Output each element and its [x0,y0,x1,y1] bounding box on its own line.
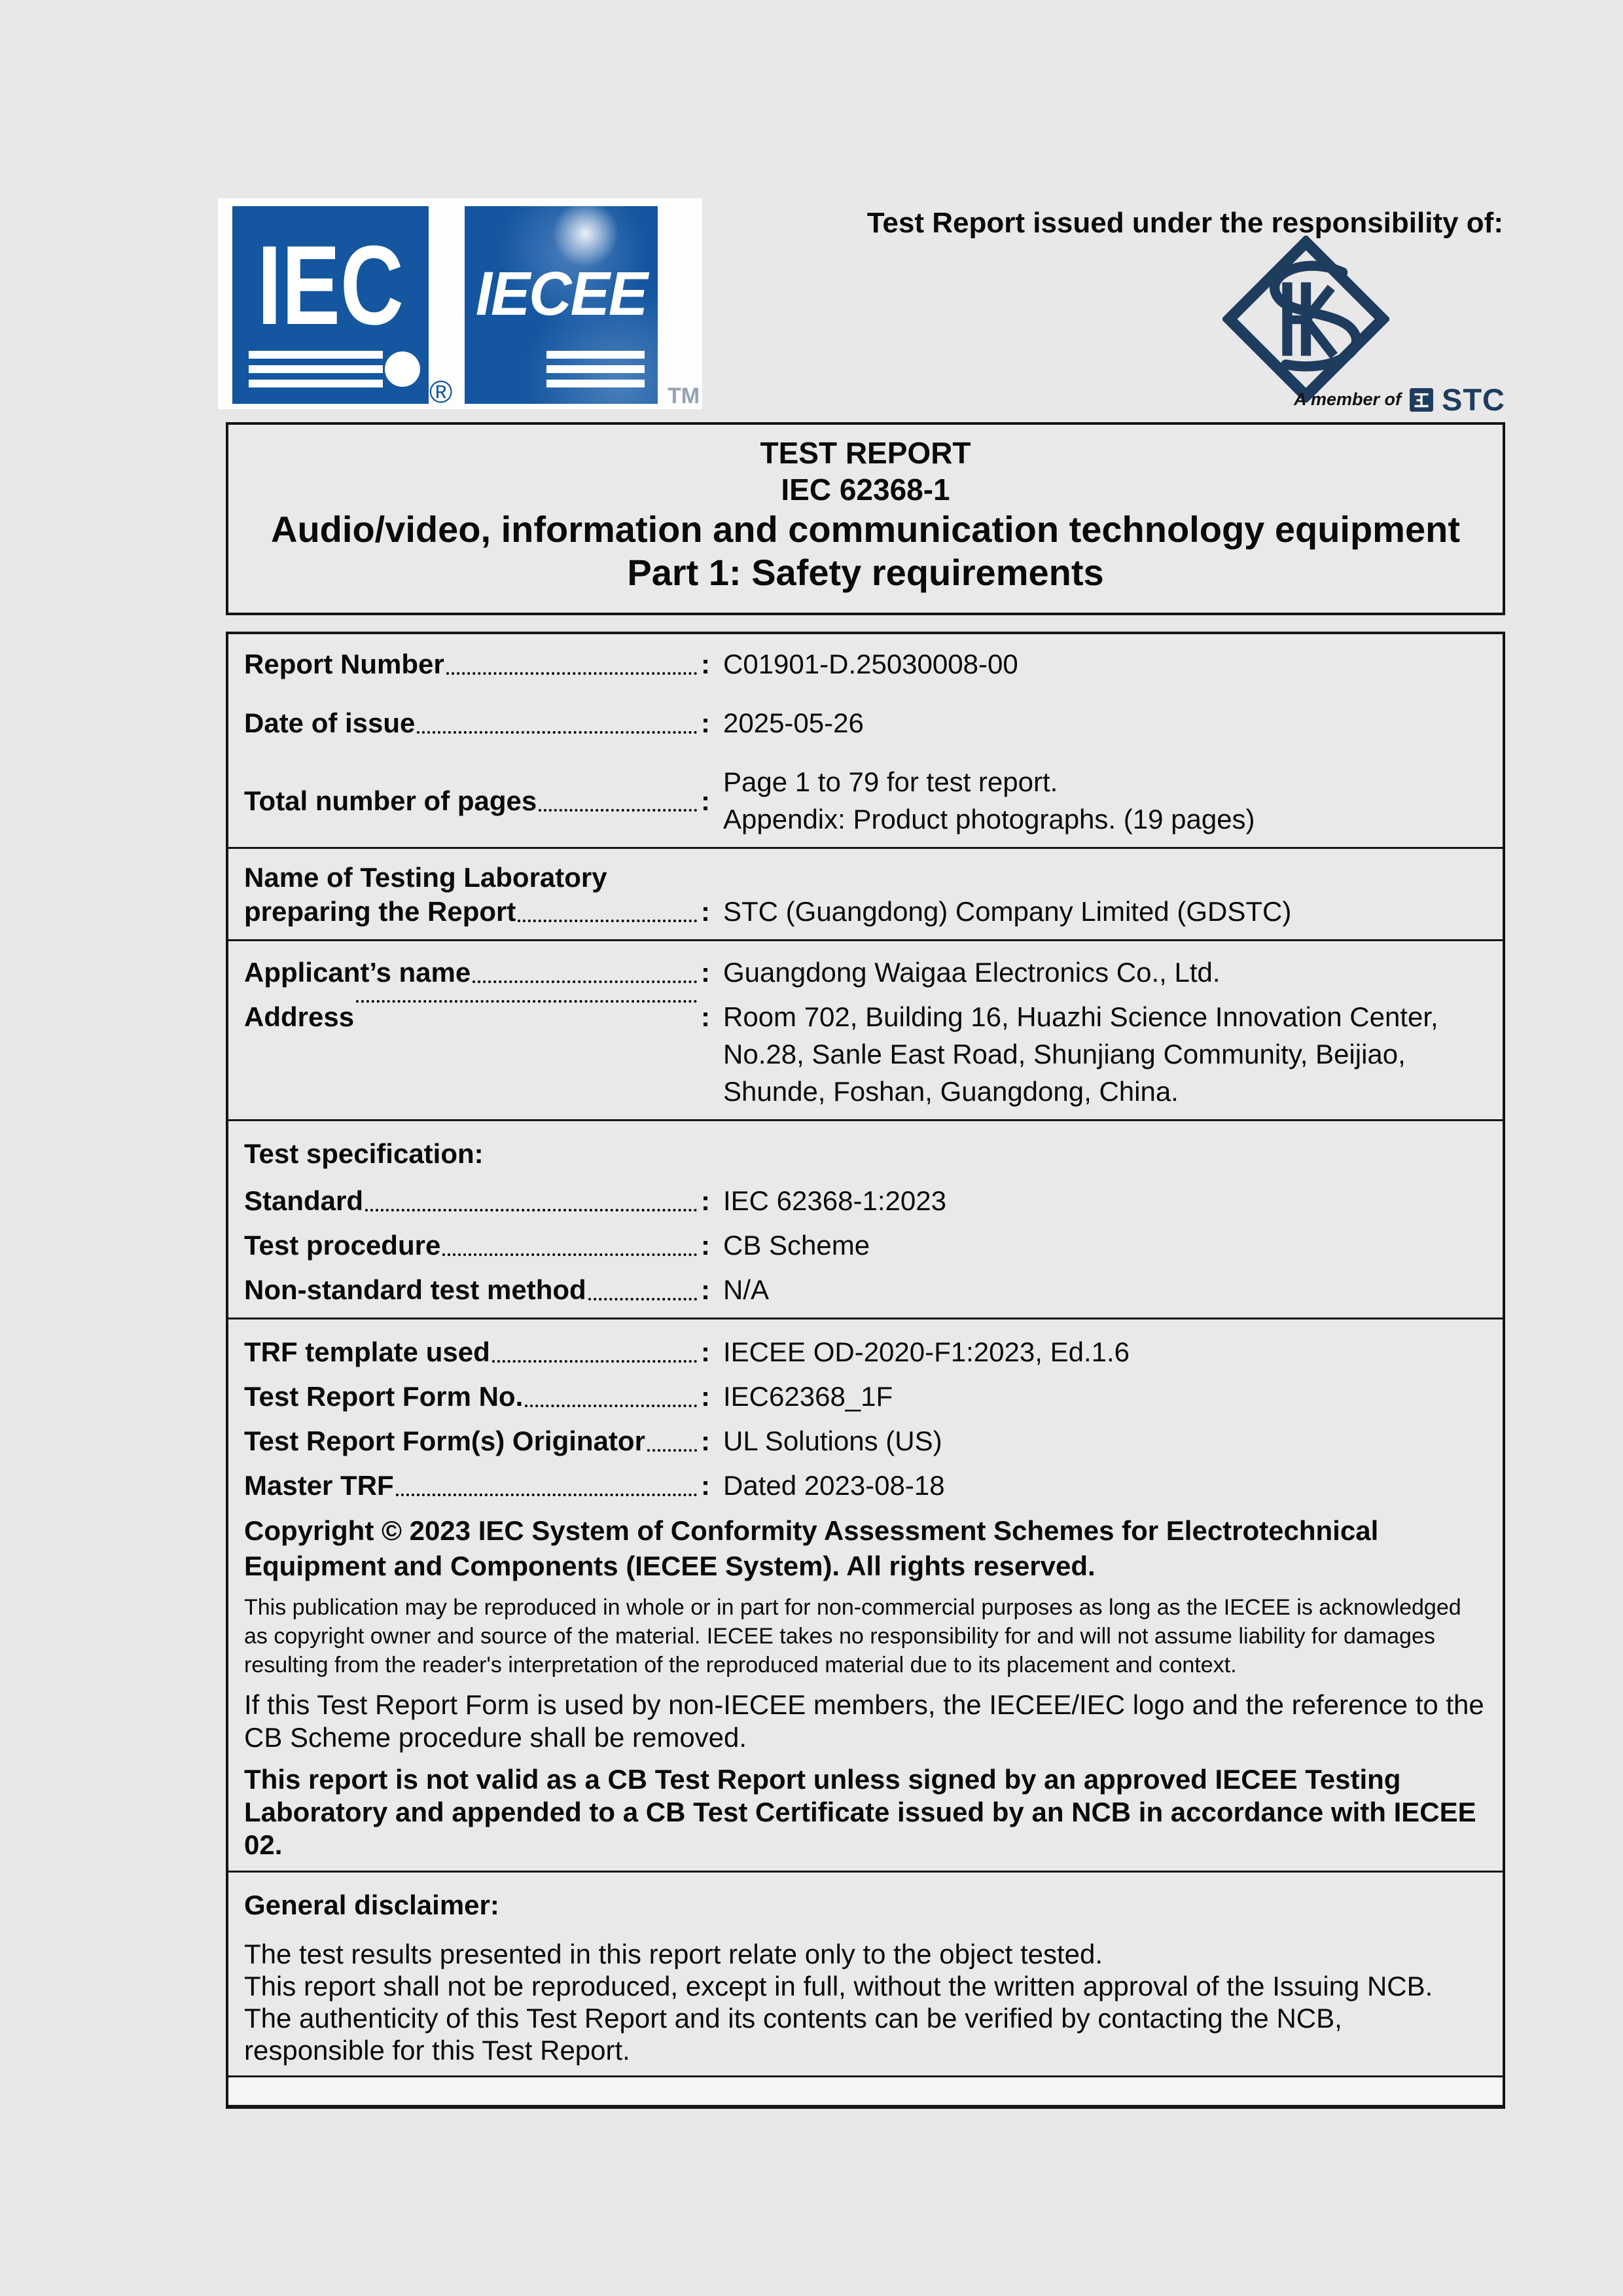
field-non-standard-method [244,1273,1487,1307]
test-specification-section [228,1119,1503,1318]
field-label-line2: preparing the Report [244,896,516,927]
copyright-statement: Copyright © 2023 IEC System of Conformity Assessment Schemes for Electrotechnical Equipment and Components (IECEE System). All rights reserved. [244,1515,1379,1581]
field-label: Non-standard test method [244,1274,586,1305]
field-value: IEC 62368-1:2023 [723,1185,946,1216]
iec-logo-text: IEC [257,223,404,348]
iecee-logo-text: IECEE [475,259,647,329]
field-label: Master TRF [244,1470,394,1501]
field-label: Total number of pages [244,785,537,816]
general-disclaimer-section [228,1871,1503,2075]
report-title: TEST REPORT [760,436,971,470]
dot-leader [647,1449,697,1452]
iec-logo-line [249,351,383,359]
dot-leader [492,1360,697,1363]
dot-leader [588,1298,697,1300]
field-trf-originator [244,1424,1487,1458]
stc-logo-text: STC [1442,382,1505,417]
validity-note: This report is not valid as a CB Test Report unless signed by an approved IECEE Testing Laboratory and appended to a CB Test Certificate issued by an NCB in accordance with IECEE 02. [244,1764,1476,1860]
field-total-pages [244,765,1487,836]
colon: : [701,1336,710,1367]
colon: : [701,1381,710,1412]
stc-membership-line [1294,382,1505,418]
dot-leader [525,1405,697,1407]
dot-leader [356,1000,697,1003]
field-label: Address [244,1001,355,1032]
field-value: Guangdong Waigaa Electronics Co., Ltd. [723,957,1221,988]
colon: : [701,785,710,816]
colon: : [701,1230,710,1261]
field-label: Report Number [244,649,444,679]
standard-part-title: Part 1: Safety requirements [627,552,1104,593]
dot-leader [442,1253,697,1256]
field-label: Test Report Form No. [244,1381,524,1412]
field-value: CB Scheme [723,1230,870,1261]
field-label: Standard [244,1185,364,1216]
field-value: N/A [723,1274,770,1305]
field-label: Date of issue [244,708,416,738]
field-date-of-issue [244,706,1487,740]
iec-logo-line [249,380,383,387]
field-testing-laboratory [244,861,1487,929]
colon: : [701,1426,710,1456]
responsibility-statement: Test Report issued under the responsibility of: [866,207,1503,239]
copyright-small-print: This publication may be reproduced in whole or in part for non-commercial purposes as long as the IECEE is acknowledged as copyright owner and source of the material. IECEE takes no responsibility for and will not assume liability for damages resulting from the reader's interpretation of the reproduced material due to its placement and context. [244,1595,1461,1677]
field-report-number [244,647,1487,681]
field-value: IEC62368_1F [723,1381,893,1412]
section-heading: Test specification: [244,1138,484,1169]
dot-leader [365,1209,697,1211]
hks-diamond-logo-icon [1222,236,1389,403]
disclaimer-line: This report shall not be reproduced, except in full, without the written approval of the Issuing NCB. The authenticity of this Test Report and its contents can be verified by contacting the NCB, responsible for this Test Report. [244,1971,1433,2066]
disclaimer-body [244,1938,1487,2066]
dot-leader [446,672,697,675]
report-title-box [226,422,1505,615]
field-value: STC (Guangdong) Company Limited (GDSTC) [723,896,1292,927]
dot-leader [539,809,697,812]
laboratory-section [228,847,1503,939]
dot-leader [473,980,697,983]
colon: : [701,896,710,927]
field-applicant-name [244,956,1487,990]
identification-section [228,634,1503,847]
iec-logo [232,206,429,404]
empty-footer-row [228,2075,1503,2105]
colon: : [701,708,710,738]
field-label: Test procedure [244,1230,441,1261]
field-label: TRF template used [244,1336,490,1367]
iecee-logo [465,206,658,404]
field-value: IECEE OD-2020-F1:2023, Ed.1.6 [723,1336,1130,1367]
field-value: 2025-05-26 [723,708,864,738]
disclaimer-line: The test results presented in this report relate only to the object tested. [244,1939,1103,1969]
field-trf-template [244,1335,1487,1369]
iecee-logo-line [546,365,645,373]
field-label-line1: Name of Testing Laboratory [244,862,607,893]
field-value: Page 1 to 79 for test report. Appendix: Product photographs. (19 pages) [723,766,1255,834]
field-trf-form-no [244,1380,1487,1414]
colon: : [701,1274,710,1305]
standard-number: IEC 62368-1 [781,473,950,507]
applicant-section [228,939,1503,1119]
colon: : [701,1470,710,1501]
field-value: Room 702, Building 16, Huazhi Science Innovation Center, No.28, Sanle East Road, Shunjiang Community, Beijiao, Shunde, Foshan, Guangdong, China. [723,1001,1438,1107]
standard-title: Audio/video, information and communication technology equipment [271,509,1460,550]
iec-logo-line [249,365,383,373]
registered-trademark-icon: ® [429,375,453,410]
dot-leader [518,920,697,922]
iecee-logo-line [546,351,645,359]
colon: : [701,649,710,679]
field-label: Test Report Form(s) Originator [244,1426,645,1456]
stc-seal-icon [1409,387,1434,412]
field-label: Applicant’s name [244,957,471,988]
non-member-note: If this Test Report Form is used by non-IECEE members, the IECEE/IEC logo and the reference to the CB Scheme procedure shall be removed. [244,1689,1484,1753]
field-value: UL Solutions (US) [723,1426,942,1456]
section-heading: General disclaimer: [244,1890,499,1920]
field-address [244,1000,1487,1109]
colon: : [701,1185,710,1216]
field-value: Dated 2023-08-18 [723,1470,945,1501]
trf-section [228,1318,1503,1871]
iecee-logo-line [546,380,645,387]
field-master-trf [244,1469,1487,1503]
field-value: C01901-D.25030008-00 [723,649,1018,679]
member-of-label: A member of [1293,389,1401,409]
dot-leader [417,731,697,734]
report-detail-table [226,632,1505,2109]
field-test-procedure [244,1229,1487,1263]
colon: : [701,957,710,988]
trademark-icon: TM [668,384,700,408]
colon: : [701,1001,710,1032]
field-standard [244,1184,1487,1218]
iec-logo-dot [385,351,420,387]
dot-leader [396,1494,697,1496]
